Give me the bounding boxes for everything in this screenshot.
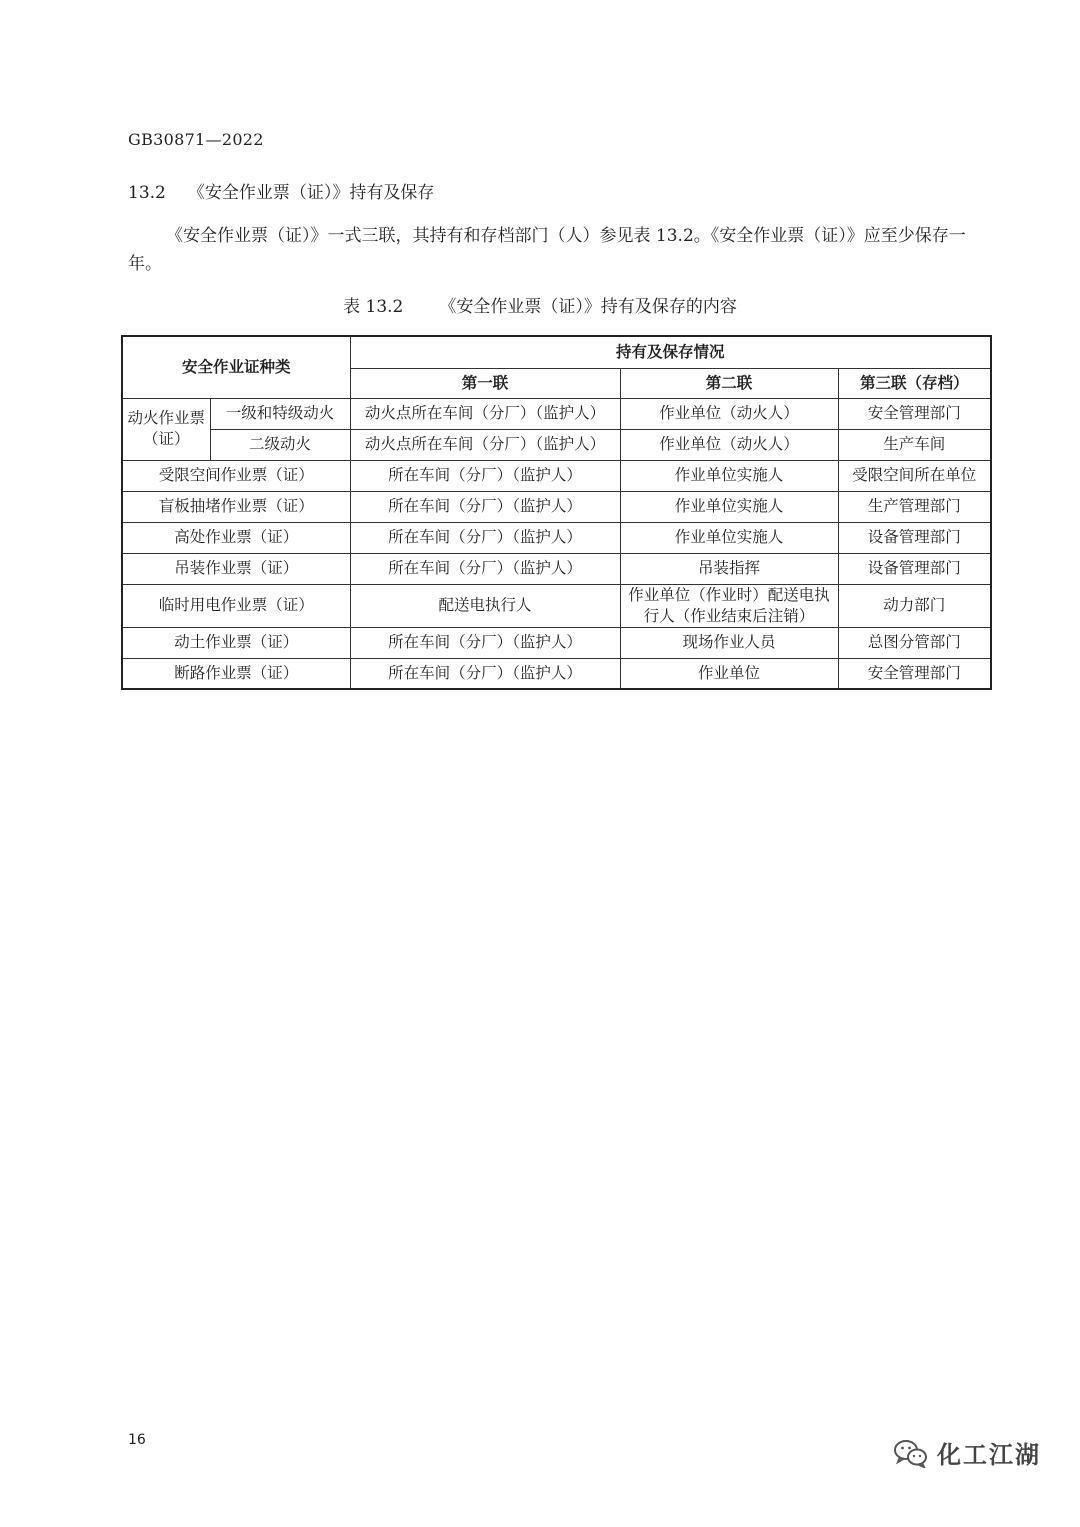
table-row xyxy=(122,658,991,689)
type-cell: 断路作业票（证） xyxy=(122,658,350,689)
subtype-cell: 二级动火 xyxy=(210,429,350,460)
table-caption-title: 《安全作业票（证）》持有及保存的内容 xyxy=(439,297,737,317)
retention-table xyxy=(121,335,992,690)
watermark-text: 化工江湖 xyxy=(937,1441,1041,1469)
table-caption xyxy=(0,292,1080,317)
table-header-row xyxy=(122,336,991,368)
col3-cell: 受限空间所在单位 xyxy=(838,460,991,491)
col1-cell: 所在车间（分厂）（监护人） xyxy=(350,658,620,689)
col1-cell: 所在车间（分厂）（监护人） xyxy=(350,627,620,658)
header-col3: 第三联（存档） xyxy=(838,368,991,398)
col2-cell: 作业单位（动火人） xyxy=(620,429,838,460)
fire-group-cell: 动火作业票（证） xyxy=(122,398,210,460)
type-cell: 高处作业票（证） xyxy=(122,522,350,553)
section-heading xyxy=(128,178,434,203)
body-paragraph: 《安全作业票（证）》一式三联，其持有和存档部门（人）参见表 13.2。《安全作业票（证）》应至少保存一年。 xyxy=(128,226,966,274)
col2-cell: 作业单位（动火人） xyxy=(620,398,838,429)
section-number: 13.2 xyxy=(128,183,166,203)
subtype-cell: 一级和特级动火 xyxy=(210,398,350,429)
table-row xyxy=(122,460,991,491)
type-cell: 受限空间作业票（证） xyxy=(122,460,350,491)
table-row xyxy=(122,522,991,553)
table-caption-number: 表 13.2 xyxy=(343,297,404,317)
header-col1: 第一联 xyxy=(350,368,620,398)
col3-cell: 设备管理部门 xyxy=(838,553,991,584)
watermark xyxy=(893,1435,1041,1470)
type-cell: 盲板抽堵作业票（证） xyxy=(122,491,350,522)
col3-cell: 生产车间 xyxy=(838,429,991,460)
col1-cell: 动火点所在车间（分厂）（监护人） xyxy=(350,398,620,429)
type-cell: 动土作业票（证） xyxy=(122,627,350,658)
table-row xyxy=(122,553,991,584)
table-row xyxy=(122,627,991,658)
col1-cell: 配送电执行人 xyxy=(350,584,620,627)
col2-cell: 作业单位实施人 xyxy=(620,522,838,553)
col3-cell: 安全管理部门 xyxy=(838,398,991,429)
col1-cell: 动火点所在车间（分厂）（监护人） xyxy=(350,429,620,460)
standard-number: GB30871—2022 xyxy=(128,130,264,149)
col2-cell: 吊装指挥 xyxy=(620,553,838,584)
col1-cell: 所在车间（分厂）（监护人） xyxy=(350,522,620,553)
col2-cell: 作业单位实施人 xyxy=(620,460,838,491)
type-cell: 临时用电作业票（证） xyxy=(122,584,350,627)
col1-cell: 所在车间（分厂）（监护人） xyxy=(350,553,620,584)
col3-cell: 生产管理部门 xyxy=(838,491,991,522)
col1-cell: 所在车间（分厂）（监护人） xyxy=(350,491,620,522)
header-type: 安全作业证种类 xyxy=(122,336,350,398)
header-group: 持有及保存情况 xyxy=(350,336,991,368)
type-cell: 吊装作业票（证） xyxy=(122,553,350,584)
col3-cell: 安全管理部门 xyxy=(838,658,991,689)
table-row xyxy=(122,584,991,627)
col3-cell: 设备管理部门 xyxy=(838,522,991,553)
col3-cell: 动力部门 xyxy=(838,584,991,627)
col2-cell: 作业单位（作业时）配送电执行人（作业结束后注销） xyxy=(620,584,838,627)
col2-cell: 现场作业人员 xyxy=(620,627,838,658)
wechat-icon xyxy=(893,1438,929,1468)
header-col2: 第二联 xyxy=(620,368,838,398)
table-row xyxy=(122,491,991,522)
table-row xyxy=(122,429,991,460)
table-row xyxy=(122,398,991,429)
col3-cell: 总图分管部门 xyxy=(838,627,991,658)
page-number: 16 xyxy=(128,1432,146,1448)
col2-cell: 作业单位实施人 xyxy=(620,491,838,522)
section-title: 《安全作业票（证）》持有及保存 xyxy=(187,183,435,203)
col2-cell: 作业单位 xyxy=(620,658,838,689)
col1-cell: 所在车间（分厂）（监护人） xyxy=(350,460,620,491)
